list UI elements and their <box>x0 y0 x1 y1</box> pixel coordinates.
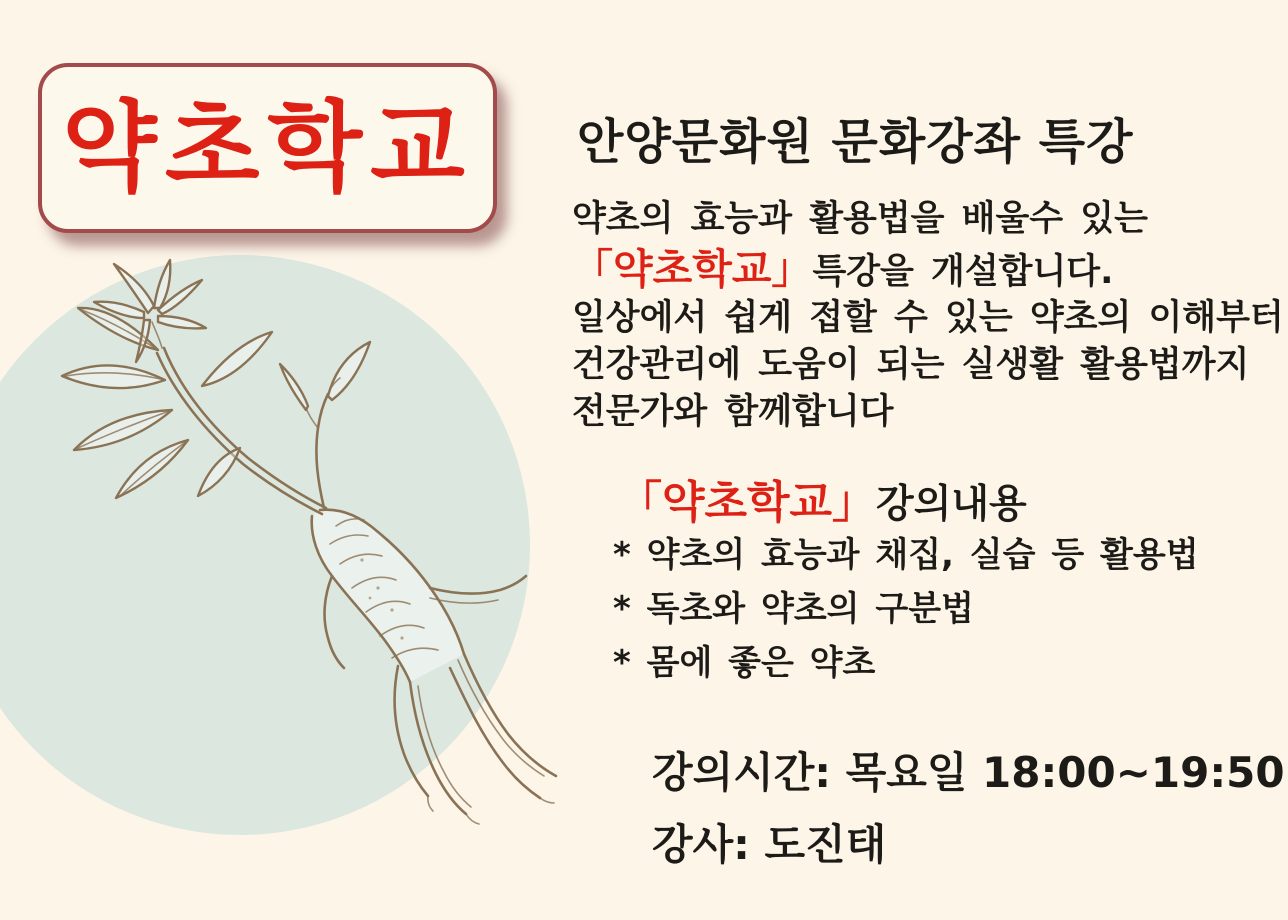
leaves <box>62 308 272 498</box>
stem <box>157 348 326 514</box>
list-item: * 몸에 좋은 약초 <box>613 643 876 683</box>
ginseng-illustration-icon <box>30 258 660 858</box>
intro-line-1: 약초의 효능과 활용법을 배울수 있는 <box>572 199 1148 239</box>
schedule-time: 강의시간: 목요일 18:00~19:50 <box>652 748 1285 797</box>
intro-line-5: 전문가와 함께합니다 <box>572 392 894 432</box>
page-title: 안양문화원 문화강좌 특강 <box>577 114 1134 170</box>
title-badge-label: 약초학교 <box>62 91 473 205</box>
curriculum-list <box>613 528 1199 690</box>
curriculum-title-rest: 강의내용 <box>876 482 1027 527</box>
curriculum-title-highlight: 「약초학교」 <box>618 477 877 528</box>
schedule-instructor: 강사: 도진태 <box>652 820 887 869</box>
curriculum-title <box>618 466 1027 530</box>
intro-line-2-rest: 특강을 개설합니다. <box>812 252 1114 292</box>
title-badge <box>38 63 497 233</box>
intro-paragraph <box>572 196 1284 436</box>
intro-highlight: 「약초학교」 <box>572 245 813 293</box>
list-item: * 약초의 효능과 채집, 실습 등 활용법 <box>613 535 1199 575</box>
sprout <box>280 342 370 508</box>
intro-line-3: 일상에서 쉽게 접할 수 있는 약초의 이해부터 <box>572 298 1284 338</box>
intro-line-2 <box>572 243 1272 295</box>
intro-line-4: 건강관리에 도움이 되는 실생활 활용법까지 <box>572 345 1250 385</box>
list-item: * 독초와 약초의 구분법 <box>613 589 974 629</box>
